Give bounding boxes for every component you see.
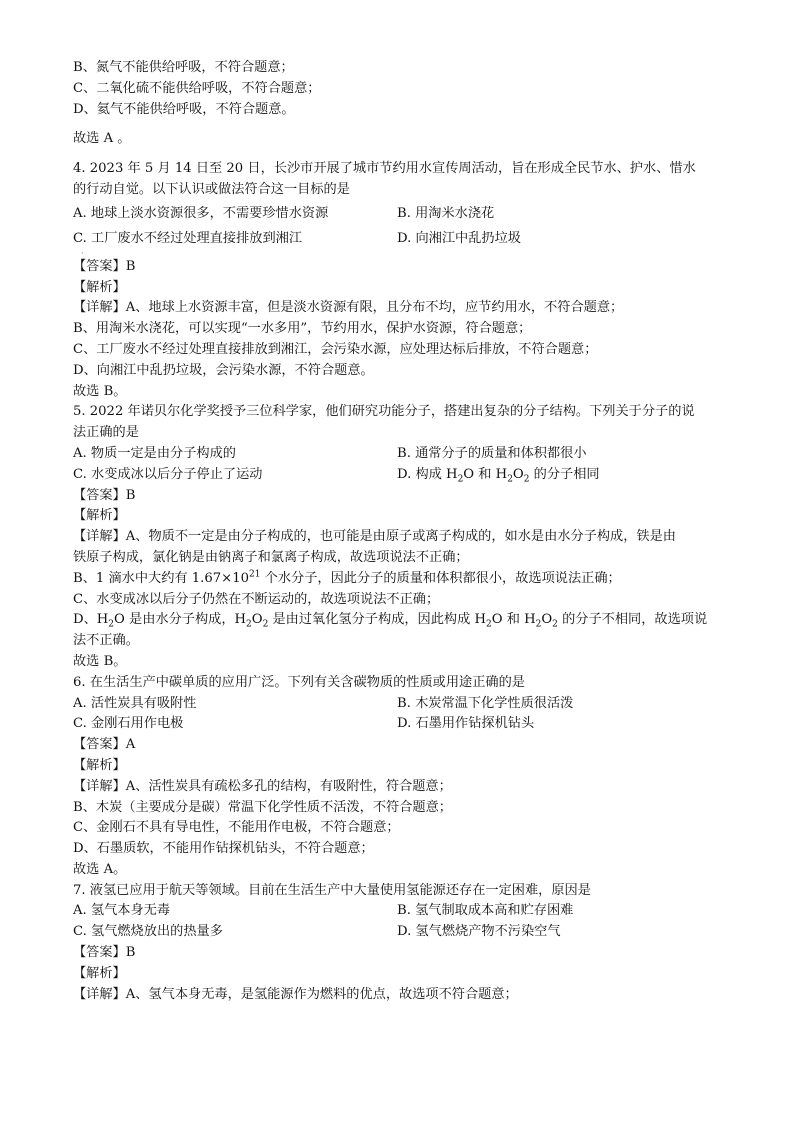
explain-line: 铁原子构成，氯化钠是由钠离子和氯离子构成，故选项说法不正确； [73,549,469,565]
explain-line: 【详解】A、活性炭具有疏松多孔的结构，有吸附性，符合题意； [73,778,452,794]
answer-choice: 故选 B。 [73,383,127,399]
option-b: B. 木炭常温下化学性质很活泼 [397,695,574,711]
analysis-label: 【解析】 [73,757,126,773]
analysis-label: 【解析】 [73,508,126,524]
question-7-options-row [73,922,733,943]
question-6-options-row [73,714,733,735]
explain-line: C、金刚石不具有导电性，不能用作电极，不符合题意； [73,820,400,836]
explain-line: D、石墨质软，不能用作钻探机钻头，不符合题意； [73,841,374,857]
answer-choice: 故选 B。 [73,653,127,669]
explain-line: D、向湘江中乱扔垃圾，会污染水源，不符合题意。 [73,362,374,378]
explain-line: B、1 滴水中大约有 $1.67\times 10^{21}$ 个水分子，因此分子的质量和体积都很小，故选项说法正确； [73,569,621,586]
option-d: D. 石墨用作钻探机钻头 [397,716,535,732]
question-6-options-row [73,694,733,715]
option-d: D. 构成 $H_2O$ 和 $H_2O_2$ 的分子相同 [397,466,600,485]
answer-choice: 故选 A 。 [73,131,131,147]
option-d: D. 向湘江中乱扔垃圾 [397,230,521,246]
question-4-stem: 的行动自觉。以下认识或做法符合这一目标的是 [73,181,350,197]
question-4-stem: 4. 2023 年 5 月 14 日至 20 日，长沙市开展了城市节约用水宣传周活动，旨在形成全民节水、护水、惜水 [73,161,696,177]
analysis-label: 【解析】 [73,279,126,295]
answer-label: 【答案】B [73,487,136,503]
answer-label: 【答案】B [73,258,136,274]
question-5-stem: 法正确的是 [73,425,139,441]
explain-line: C、水变成冰以后分子仍然在不断运动的，故选项说法不正确； [73,591,440,607]
option-c: C. 氢气燃烧放出的热量多 [73,924,223,940]
question-6-stem: 6. 在生活生产中碳单质的应用广泛。下列有关含碳物质的性质或用途正确的是 [73,674,525,690]
question-5-options-row [73,465,733,486]
option-c: C. 金刚石用作电极 [73,716,184,732]
option-b: B. 氢气制取成本高和贮存困难 [397,903,574,919]
answer-label: 【答案】A [73,737,136,753]
explain-line: 【详解】A、地球上水资源丰富，但是淡水资源有限，且分布不均，应节约用水，不符合题意； [73,300,624,316]
option-c: C. 水变成冰以后分子停止了运动 [73,466,263,482]
explain-line: D、$H_2O$ 是由水分子构成，$H_2O_2$ 是由过氧化氢分子构成，因此构成 $H_2O$ 和 $H_2O_2$ 的分子不相同，故选项说 [73,612,708,630]
question-5-options-row [73,444,733,465]
stray-dot: · [81,248,84,258]
explain-line: C、二氧化硫不能供给呼吸，不符合题意； [73,80,321,96]
question-5-stem: 5. 2022 年诺贝尔化学奖授予三位科学家，他们研究功能分子，搭建出复杂的分子结构。下列关于分子的说 [73,404,695,420]
explain-line: 【详解】A、物质不一定是由分子构成的，也可能是由原子或离子构成的，如水是由水分子构成，铁是由 [73,529,676,545]
explain-line: C、工厂废水不经过处理直接排放到湘江，会污染水源，应处理达标后排放，不符合题意； [73,341,598,357]
explain-line: B、氮气不能供给呼吸，不符合题意； [73,60,294,75]
option-b: B. 通常分子的质量和体积都很小 [397,445,587,461]
explain-line: D、氦气不能供给呼吸，不符合题意。 [73,101,295,117]
explain-line: B、用淘米水浇花，可以实现“一水多用”，节约用水，保护水资源，符合题意； [73,321,532,337]
page-content [73,58,733,1005]
analysis-label: 【解析】 [73,965,126,981]
question-7-stem: 7. 液氢已应用于航天等领域。目前在生活生产中大量使用氢能源还存在一定困难，原因是 [73,882,591,898]
option-d: D. 氢气燃烧产物不污染空气 [397,924,561,940]
question-7-options-row [73,901,733,922]
option-a: A. 活性炭具有吸附性 [73,695,197,711]
answer-choice: 故选 A。 [73,861,127,877]
option-a: A. 地球上淡水资源很多，不需要珍惜水资源 [73,205,329,221]
option-b: B. 用淘米水浇花 [397,205,495,221]
explain-line: 法不正确。 [73,633,139,649]
option-a: A. 氢气本身无毒 [73,903,171,919]
explain-line: B、木炭（主要成分是碳）常温下化学性质不活泼，不符合题意； [73,799,452,815]
option-c: C. 工厂废水不经过处理直接排放到湘江 [73,230,303,246]
question-4-options-row [73,201,733,226]
option-a: A. 物质一定是由分子构成的 [73,445,236,461]
explain-line: 【详解】A、氢气本身无毒，是氢能源作为燃料的优点，故选项不符合题意； [73,986,518,1002]
answer-label: 【答案】B [73,945,136,961]
question-4-options-row [73,226,733,251]
